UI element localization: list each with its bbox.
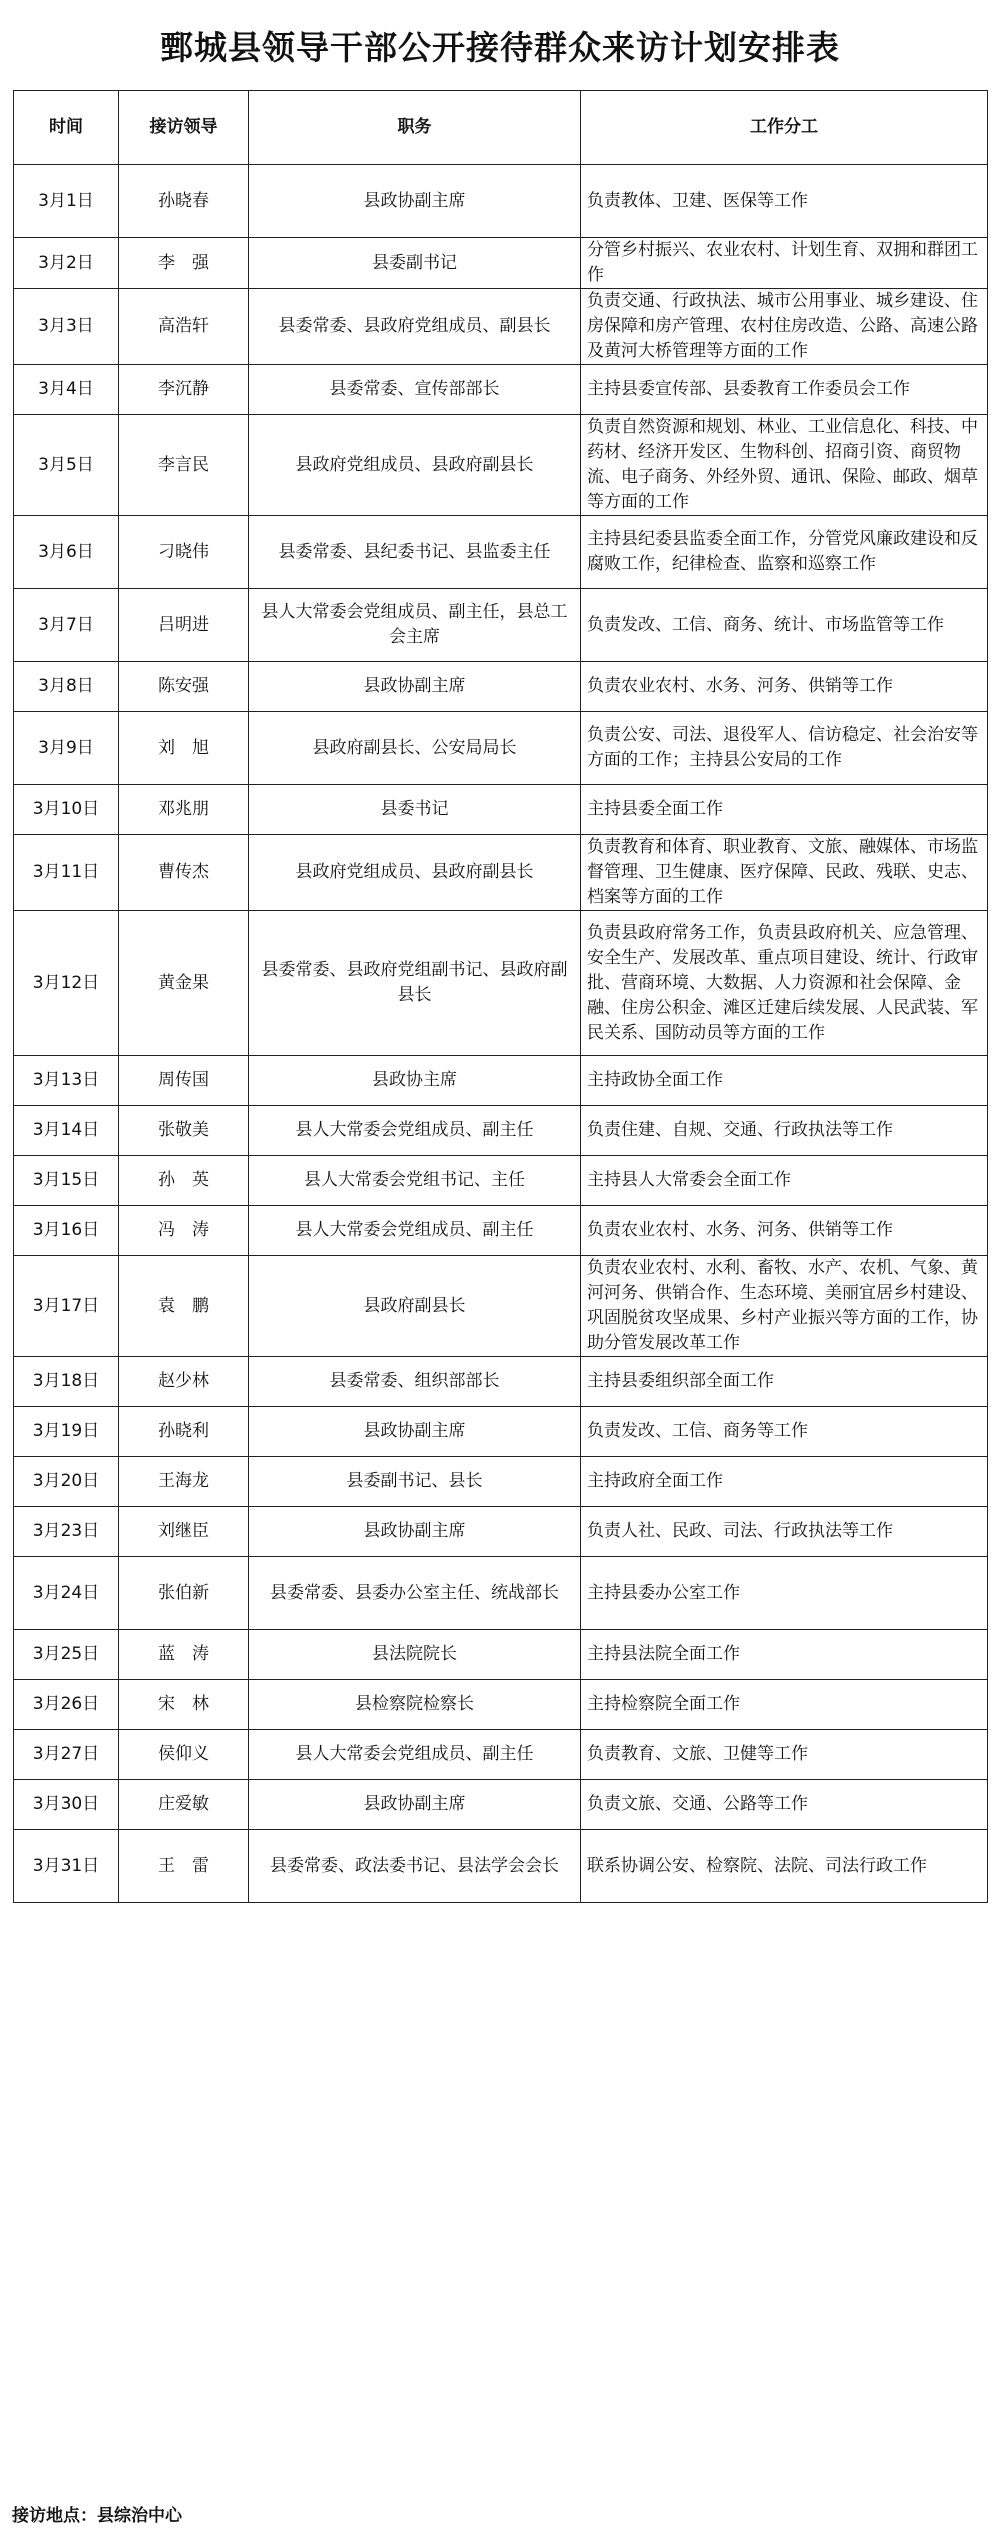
cell-post: 县政协副主席 <box>249 165 581 238</box>
table-row <box>14 1557 988 1630</box>
cell-date: 3月26日 <box>14 1680 119 1730</box>
cell-post: 县人大常委会党组成员、副主任 <box>249 1730 581 1780</box>
cell-date: 3月23日 <box>14 1507 119 1557</box>
table-row <box>14 1830 988 1903</box>
cell-post: 县政协主席 <box>249 1056 581 1106</box>
table-row <box>14 1730 988 1780</box>
cell-duty: 负责发改、工信、商务、统计、市场监管等工作 <box>581 589 988 662</box>
table-row <box>14 1156 988 1206</box>
schedule-table <box>13 90 988 1903</box>
table-row <box>14 589 988 662</box>
table-row <box>14 1407 988 1457</box>
cell-leader: 李言民 <box>119 415 249 516</box>
cell-leader: 王海龙 <box>119 1457 249 1507</box>
cell-post: 县政府党组成员、县政府副县长 <box>249 415 581 516</box>
table-row <box>14 365 988 415</box>
cell-leader: 吕明进 <box>119 589 249 662</box>
cell-leader: 张敬美 <box>119 1106 249 1156</box>
table-row <box>14 516 988 589</box>
cell-leader: 赵少林 <box>119 1357 249 1407</box>
cell-duty: 负责发改、工信、商务等工作 <box>581 1407 988 1457</box>
table-row <box>14 1357 988 1407</box>
cell-date: 3月25日 <box>14 1630 119 1680</box>
cell-duty: 主持检察院全面工作 <box>581 1680 988 1730</box>
cell-date: 3月27日 <box>14 1730 119 1780</box>
cell-post: 县人大常委会党组成员、副主任 <box>249 1106 581 1156</box>
cell-date: 3月16日 <box>14 1206 119 1256</box>
cell-post: 县政协副主席 <box>249 1780 581 1830</box>
cell-date: 3月14日 <box>14 1106 119 1156</box>
cell-leader: 袁 鹏 <box>119 1256 249 1357</box>
cell-post: 县政协副主席 <box>249 662 581 712</box>
header-date: 时间 <box>14 91 119 165</box>
cell-date: 3月6日 <box>14 516 119 589</box>
cell-post: 县政府党组成员、县政府副县长 <box>249 835 581 911</box>
cell-duty: 主持县纪委县监委全面工作，分管党风廉政建设和反腐败工作，纪律检查、监察和巡察工作 <box>581 516 988 589</box>
cell-date: 3月2日 <box>14 238 119 289</box>
table-row <box>14 1056 988 1106</box>
cell-post: 县委常委、县纪委书记、县监委主任 <box>249 516 581 589</box>
table-row <box>14 1206 988 1256</box>
cell-post: 县委常委、县政府党组成员、副县长 <box>249 289 581 365</box>
cell-duty: 负责教体、卫建、医保等工作 <box>581 165 988 238</box>
cell-post: 县法院院长 <box>249 1630 581 1680</box>
table-row <box>14 662 988 712</box>
header-duty: 工作分工 <box>581 91 988 165</box>
table-body <box>14 165 988 1903</box>
cell-duty: 主持政协全面工作 <box>581 1056 988 1106</box>
cell-leader: 邓兆朋 <box>119 785 249 835</box>
cell-leader: 宋 林 <box>119 1680 249 1730</box>
cell-leader: 曹传杰 <box>119 835 249 911</box>
cell-date: 3月1日 <box>14 165 119 238</box>
table-row <box>14 238 988 289</box>
cell-date: 3月17日 <box>14 1256 119 1357</box>
cell-date: 3月3日 <box>14 289 119 365</box>
table-row <box>14 835 988 911</box>
cell-duty: 主持政府全面工作 <box>581 1457 988 1507</box>
cell-date: 3月12日 <box>14 911 119 1056</box>
cell-date: 3月4日 <box>14 365 119 415</box>
cell-date: 3月11日 <box>14 835 119 911</box>
cell-date: 3月8日 <box>14 662 119 712</box>
cell-leader: 高浩轩 <box>119 289 249 365</box>
table-row <box>14 1256 988 1357</box>
cell-date: 3月15日 <box>14 1156 119 1206</box>
cell-duty: 负责自然资源和规划、林业、工业信息化、科技、中药材、经济开发区、生物科创、招商引资、商贸物流、电子商务、外经外贸、通讯、保险、邮政、烟草等方面的工作 <box>581 415 988 516</box>
cell-leader: 李 强 <box>119 238 249 289</box>
cell-duty: 负责农业农村、水务、河务、供销等工作 <box>581 662 988 712</box>
table-row <box>14 1457 988 1507</box>
cell-duty: 分管乡村振兴、农业农村、计划生育、双拥和群团工作 <box>581 238 988 289</box>
cell-post: 县委常委、组织部部长 <box>249 1357 581 1407</box>
cell-leader: 孙 英 <box>119 1156 249 1206</box>
table-row <box>14 712 988 785</box>
cell-leader: 孙晓利 <box>119 1407 249 1457</box>
cell-leader: 陈安强 <box>119 662 249 712</box>
cell-leader: 王 雷 <box>119 1830 249 1903</box>
header-post: 职务 <box>249 91 581 165</box>
cell-date: 3月13日 <box>14 1056 119 1106</box>
cell-duty: 负责交通、行政执法、城市公用事业、城乡建设、住房保障和房产管理、农村住房改造、公路、高速公路及黄河大桥管理等方面的工作 <box>581 289 988 365</box>
cell-post: 县人大常委会党组成员、副主任 <box>249 1206 581 1256</box>
cell-duty: 主持县委全面工作 <box>581 785 988 835</box>
cell-leader: 刘继臣 <box>119 1507 249 1557</box>
cell-duty: 主持县委办公室工作 <box>581 1557 988 1630</box>
cell-leader: 刘 旭 <box>119 712 249 785</box>
cell-duty: 主持县委宣传部、县委教育工作委员会工作 <box>581 365 988 415</box>
table-row <box>14 1507 988 1557</box>
cell-leader: 张伯新 <box>119 1557 249 1630</box>
cell-date: 3月7日 <box>14 589 119 662</box>
cell-duty: 负责农业农村、水利、畜牧、水产、农机、气象、黄河河务、供销合作、生态环境、美丽宜居乡村建设、巩固脱贫攻坚成果、乡村产业振兴等方面的工作，协助分管发展改革工作 <box>581 1256 988 1357</box>
cell-date: 3月18日 <box>14 1357 119 1407</box>
cell-duty: 负责公安、司法、退役军人、信访稳定、社会治安等方面的工作；主持县公安局的工作 <box>581 712 988 785</box>
table-row <box>14 1106 988 1156</box>
cell-post: 县委副书记 <box>249 238 581 289</box>
cell-duty: 负责教育和体育、职业教育、文旅、融媒体、市场监督管理、卫生健康、医疗保障、民政、残联、史志、档案等方面的工作 <box>581 835 988 911</box>
cell-duty: 主持县人大常委会全面工作 <box>581 1156 988 1206</box>
cell-leader: 冯 涛 <box>119 1206 249 1256</box>
cell-leader: 侯仰义 <box>119 1730 249 1780</box>
table-row <box>14 1630 988 1680</box>
cell-duty: 负责文旅、交通、公路等工作 <box>581 1780 988 1830</box>
cell-duty: 联系协调公安、检察院、法院、司法行政工作 <box>581 1830 988 1903</box>
cell-duty: 负责农业农村、水务、河务、供销等工作 <box>581 1206 988 1256</box>
cell-leader: 黄金果 <box>119 911 249 1056</box>
cell-duty: 负责教育、文旅、卫健等工作 <box>581 1730 988 1780</box>
cell-post: 县政协副主席 <box>249 1407 581 1457</box>
footer-location: 接访地点：县综治中心 <box>12 2506 182 2526</box>
table-row <box>14 289 988 365</box>
cell-post: 县委常委、宣传部部长 <box>249 365 581 415</box>
cell-date: 3月9日 <box>14 712 119 785</box>
table-row <box>14 415 988 516</box>
cell-date: 3月31日 <box>14 1830 119 1903</box>
cell-date: 3月24日 <box>14 1557 119 1630</box>
cell-post: 县人大常委会党组书记、主任 <box>249 1156 581 1206</box>
table-row <box>14 911 988 1056</box>
table-header-row <box>14 91 988 165</box>
cell-duty: 负责县政府常务工作，负责县政府机关、应急管理、安全生产、发展改革、重点项目建设、统计、行政审批、营商环境、大数据、人力资源和社会保障、金融、住房公积金、滩区迁建后续发展、人民武装、军民关系、国防动员等方面的工作 <box>581 911 988 1056</box>
cell-duty: 主持县委组织部全面工作 <box>581 1357 988 1407</box>
cell-duty: 负责住建、自规、交通、行政执法等工作 <box>581 1106 988 1156</box>
cell-leader: 孙晓春 <box>119 165 249 238</box>
table-row <box>14 1680 988 1730</box>
cell-post: 县政协副主席 <box>249 1507 581 1557</box>
page-title: 鄄城县领导干部公开接待群众来访计划安排表 <box>160 28 840 67</box>
cell-post: 县委常委、政法委书记、县法学会会长 <box>249 1830 581 1903</box>
cell-post: 县政府副县长 <box>249 1256 581 1357</box>
header-leader: 接访领导 <box>119 91 249 165</box>
cell-post: 县检察院检察长 <box>249 1680 581 1730</box>
cell-date: 3月19日 <box>14 1407 119 1457</box>
cell-post: 县委常委、县政府党组副书记、县政府副县长 <box>249 911 581 1056</box>
table-row <box>14 785 988 835</box>
cell-duty: 负责人社、民政、司法、行政执法等工作 <box>581 1507 988 1557</box>
cell-post: 县政府副县长、公安局局长 <box>249 712 581 785</box>
table-row <box>14 165 988 238</box>
cell-date: 3月5日 <box>14 415 119 516</box>
cell-leader: 蓝 涛 <box>119 1630 249 1680</box>
cell-leader: 周传国 <box>119 1056 249 1106</box>
cell-date: 3月10日 <box>14 785 119 835</box>
cell-leader: 李沉静 <box>119 365 249 415</box>
cell-leader: 庄爱敏 <box>119 1780 249 1830</box>
cell-duty: 主持县法院全面工作 <box>581 1630 988 1680</box>
table-row <box>14 1780 988 1830</box>
cell-date: 3月30日 <box>14 1780 119 1830</box>
cell-post: 县委副书记、县长 <box>249 1457 581 1507</box>
cell-post: 县委书记 <box>249 785 581 835</box>
cell-date: 3月20日 <box>14 1457 119 1507</box>
cell-post: 县委常委、县委办公室主任、统战部长 <box>249 1557 581 1630</box>
cell-post: 县人大常委会党组成员、副主任，县总工会主席 <box>249 589 581 662</box>
cell-leader: 刁晓伟 <box>119 516 249 589</box>
